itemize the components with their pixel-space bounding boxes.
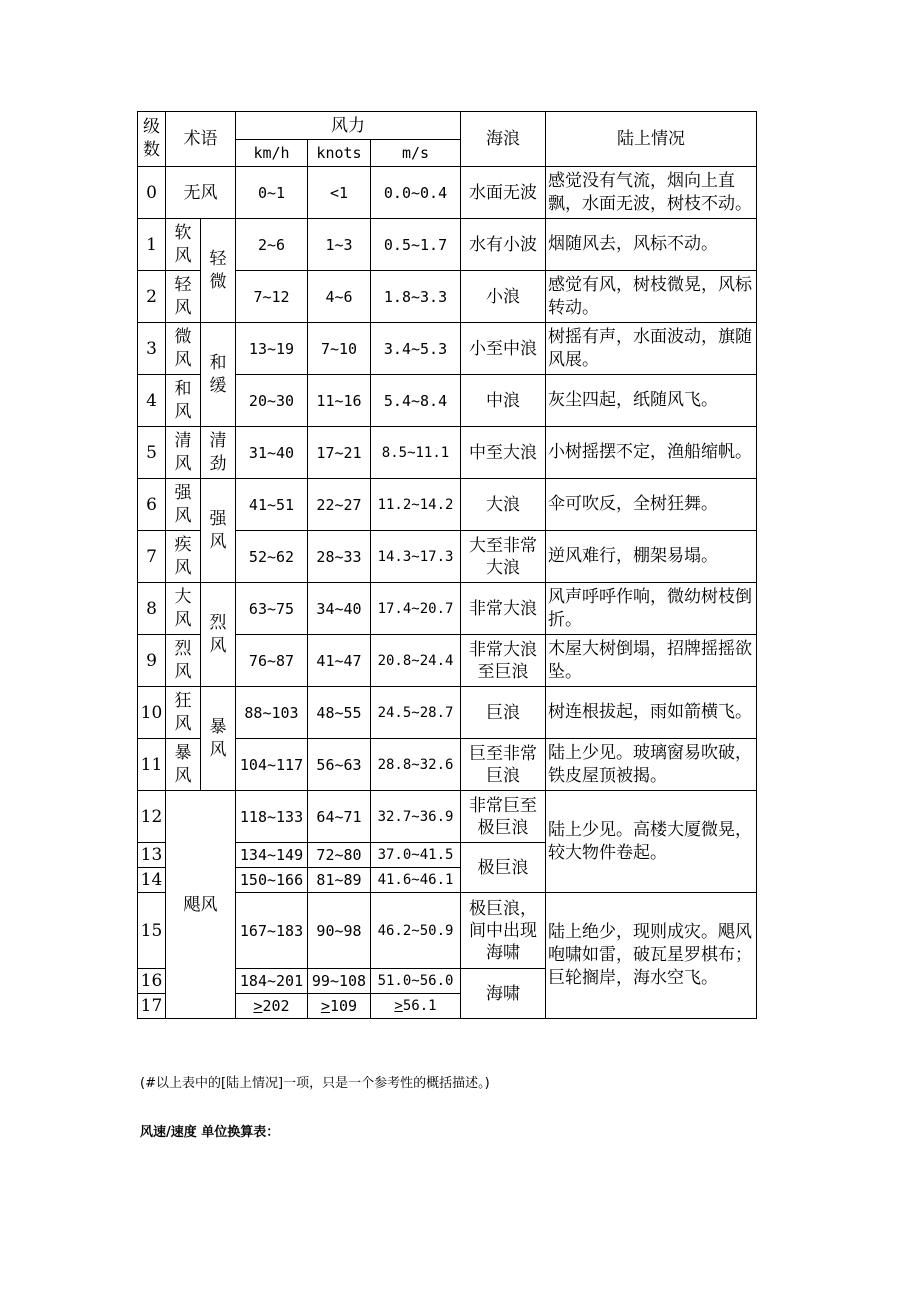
knots-cell: 22~27 [308,479,371,531]
kmh-cell: 88~103 [236,687,308,739]
land-cell: 陆上少见。玻璃窗易吹破，铁皮屋顶被揭。 [546,739,757,791]
level-cell: 8 [138,583,166,635]
term-group-cell [201,583,236,687]
knots-cell: 72~80 [308,843,371,868]
land-cell: 小树摇摆不定，渔船缩帆。 [546,427,757,479]
footnote: (#以上表中的[陆上情况]一项，只是一个参考性的概括描述。) [140,1076,490,1091]
knots-cell: 28~33 [308,531,371,583]
knots-cell: 1~3 [308,219,371,271]
ms-cell: 37.0~41.5 [371,843,461,868]
term-cell [166,687,201,739]
term-group-text: 清劲 [209,430,227,474]
land-cell: 木屋大树倒塌，招牌摇摇欲坠。 [546,635,757,687]
term-cell [166,635,201,687]
kmh-cell: 20~30 [236,375,308,427]
beaufort-scale-table [137,111,757,1019]
ms-cell: 1.8~3.3 [371,271,461,323]
level-cell: 17 [138,994,166,1019]
table-row [138,167,757,219]
level-cell: 7 [138,531,166,583]
knots-cell: 4~6 [308,271,371,323]
level-cell: 11 [138,739,166,791]
ms-cell [371,994,461,1019]
knots-cell: 41~47 [308,635,371,687]
land-cell: 感觉有风，树枝微晃，风标转动。 [546,271,757,323]
term-group-cell [201,479,236,583]
ms-value: 56.1 [402,998,437,1014]
section-heading: 风速/速度 单位换算表： [140,1125,280,1140]
term-cell [166,323,201,375]
wave-cell: 非常大浪 [461,583,546,635]
term-text: 和风 [174,378,192,422]
kmh-cell: 184~201 [236,969,308,994]
header-knots: knots [308,140,371,167]
kmh-cell [236,994,308,1019]
knots-cell: 34~40 [308,583,371,635]
table-row [138,219,757,271]
kmh-cell: 150~166 [236,868,308,893]
wave-cell: 海啸 [461,969,546,1019]
ms-cell: 0.5~1.7 [371,219,461,271]
knots-cell: 17~21 [308,427,371,479]
table-row [138,583,757,635]
kmh-cell: 134~149 [236,843,308,868]
land-cell: 陆上少见。高楼大厦微晃，较大物件卷起。 [546,791,757,893]
term-text: 轻风 [174,274,192,318]
land-cell: 陆上绝少，现则成灾。飓风咆啸如雷，破瓦星罗棋布；巨轮搁岸，海水空飞。 [546,893,757,1019]
kmh-cell: 52~62 [236,531,308,583]
wave-cell: 大浪 [461,479,546,531]
wave-cell: 巨至非常巨浪 [461,739,546,791]
header-level: 级数 [138,112,166,167]
term-group-text: 烈风 [209,612,227,656]
level-cell: 3 [138,323,166,375]
level-cell: 13 [138,843,166,868]
level-cell: 5 [138,427,166,479]
wave-cell: 非常巨至极巨浪 [461,791,546,843]
land-cell: 逆风难行，棚架易塌。 [546,531,757,583]
wave-cell: 极巨浪，间中出现海啸 [461,893,546,969]
wave-cell: 大至非常大浪 [461,531,546,583]
term-cell [166,427,201,479]
knots-cell: <1 [308,167,371,219]
level-cell: 9 [138,635,166,687]
term-text: 疾风 [174,534,192,578]
level-cell: 12 [138,791,166,843]
knots-value: 109 [329,997,358,1015]
header-land: 陆上情况 [546,112,757,167]
knots-cell: 99~108 [308,969,371,994]
kmh-cell: 31~40 [236,427,308,479]
wave-cell: 水有小波 [461,219,546,271]
ms-cell: 17.4~20.7 [371,583,461,635]
kmh-cell: 104~117 [236,739,308,791]
term-text: 强风 [174,482,192,526]
term-text: 清风 [174,430,192,474]
term-group-text: 和缓 [209,352,227,396]
table-row [138,323,757,375]
knots-cell: 11~16 [308,375,371,427]
term-cell-hurricane: 飓风 [166,791,236,1019]
term-text: 大风 [174,586,192,630]
level-cell: 15 [138,893,166,969]
ms-cell: 14.3~17.3 [371,531,461,583]
ms-cell: 5.4~8.4 [371,375,461,427]
term-text: 狂风 [174,690,192,734]
ms-cell: 3.4~5.3 [371,323,461,375]
wave-cell: 巨浪 [461,687,546,739]
term-group-text: 强风 [209,508,227,552]
knots-cell: 48~55 [308,687,371,739]
term-text: 软风 [174,222,192,266]
ms-cell: 46.2~50.9 [371,893,461,969]
land-cell: 烟随风去，风标不动。 [546,219,757,271]
wave-cell: 水面无波 [461,167,546,219]
wave-cell: 小至中浪 [461,323,546,375]
land-cell: 伞可吹反，全树狂舞。 [546,479,757,531]
kmh-cell: 0~1 [236,167,308,219]
term-text: 暴风 [174,742,192,786]
knots-cell: 90~98 [308,893,371,969]
kmh-value: 202 [262,997,290,1015]
level-cell: 14 [138,868,166,893]
knots-cell: 7~10 [308,323,371,375]
wave-cell: 小浪 [461,271,546,323]
table-row [138,427,757,479]
term-cell [166,271,201,323]
kmh-cell: 41~51 [236,479,308,531]
ms-cell: 8.5~11.1 [371,427,461,479]
term-cell [166,583,201,635]
header-wind-force: 风力 [236,112,461,140]
wave-cell: 极巨浪 [461,843,546,893]
ms-cell: 24.5~28.7 [371,687,461,739]
knots-cell: 64~71 [308,791,371,843]
header-kmh: km/h [236,140,308,167]
term-group-cell [201,687,236,791]
term-group-text: 轻微 [209,248,227,292]
header-term: 术语 [166,112,236,167]
kmh-cell: 7~12 [236,271,308,323]
ms-cell: 51.0~56.0 [371,969,461,994]
knots-cell: 56~63 [308,739,371,791]
level-cell: 10 [138,687,166,739]
wave-cell: 中至大浪 [461,427,546,479]
ms-cell: 20.8~24.4 [371,635,461,687]
term-cell [166,375,201,427]
gte-symbol: > [253,997,263,1015]
level-cell: 2 [138,271,166,323]
land-cell: 树连根拔起，雨如箭横飞。 [546,687,757,739]
ms-cell: 32.7~36.9 [371,791,461,843]
term-group-cell [201,427,236,479]
term-group-cell [201,323,236,427]
term-text: 烈风 [174,638,192,682]
land-cell: 灰尘四起，纸随风飞。 [546,375,757,427]
term-text: 微风 [174,326,192,370]
level-cell: 6 [138,479,166,531]
term-cell [166,479,201,531]
kmh-cell: 63~75 [236,583,308,635]
wave-cell: 中浪 [461,375,546,427]
land-cell: 感觉没有气流，烟向上直飘，水面无波，树枝不动。 [546,167,757,219]
kmh-cell: 118~133 [236,791,308,843]
table-row [138,791,757,843]
header-wave: 海浪 [461,112,546,167]
ms-cell: 28.8~32.6 [371,739,461,791]
kmh-cell: 76~87 [236,635,308,687]
level-cell: 16 [138,969,166,994]
ms-cell: 11.2~14.2 [371,479,461,531]
term-cell [166,219,201,271]
ms-cell: 0.0~0.4 [371,167,461,219]
ms-cell: 41.6~46.1 [371,868,461,893]
term-group-text: 暴风 [209,716,227,760]
gte-symbol: > [320,997,330,1015]
level-cell: 4 [138,375,166,427]
term-group-cell [201,219,236,323]
land-cell: 树摇有声，水面波动，旗随风展。 [546,323,757,375]
term-cell [166,739,201,791]
level-cell: 1 [138,219,166,271]
table-row [138,687,757,739]
term-cell [166,531,201,583]
level-cell: 0 [138,167,166,219]
gte-symbol: > [394,998,403,1014]
knots-cell: 81~89 [308,868,371,893]
term-cell: 无风 [166,167,236,219]
wave-cell: 非常大浪至巨浪 [461,635,546,687]
table-row [138,479,757,531]
header-ms: m/s [371,140,461,167]
land-cell: 风声呼呼作响，微幼树枝倒折。 [546,583,757,635]
kmh-cell: 13~19 [236,323,308,375]
kmh-cell: 167~183 [236,893,308,969]
kmh-cell: 2~6 [236,219,308,271]
knots-cell [308,994,371,1019]
